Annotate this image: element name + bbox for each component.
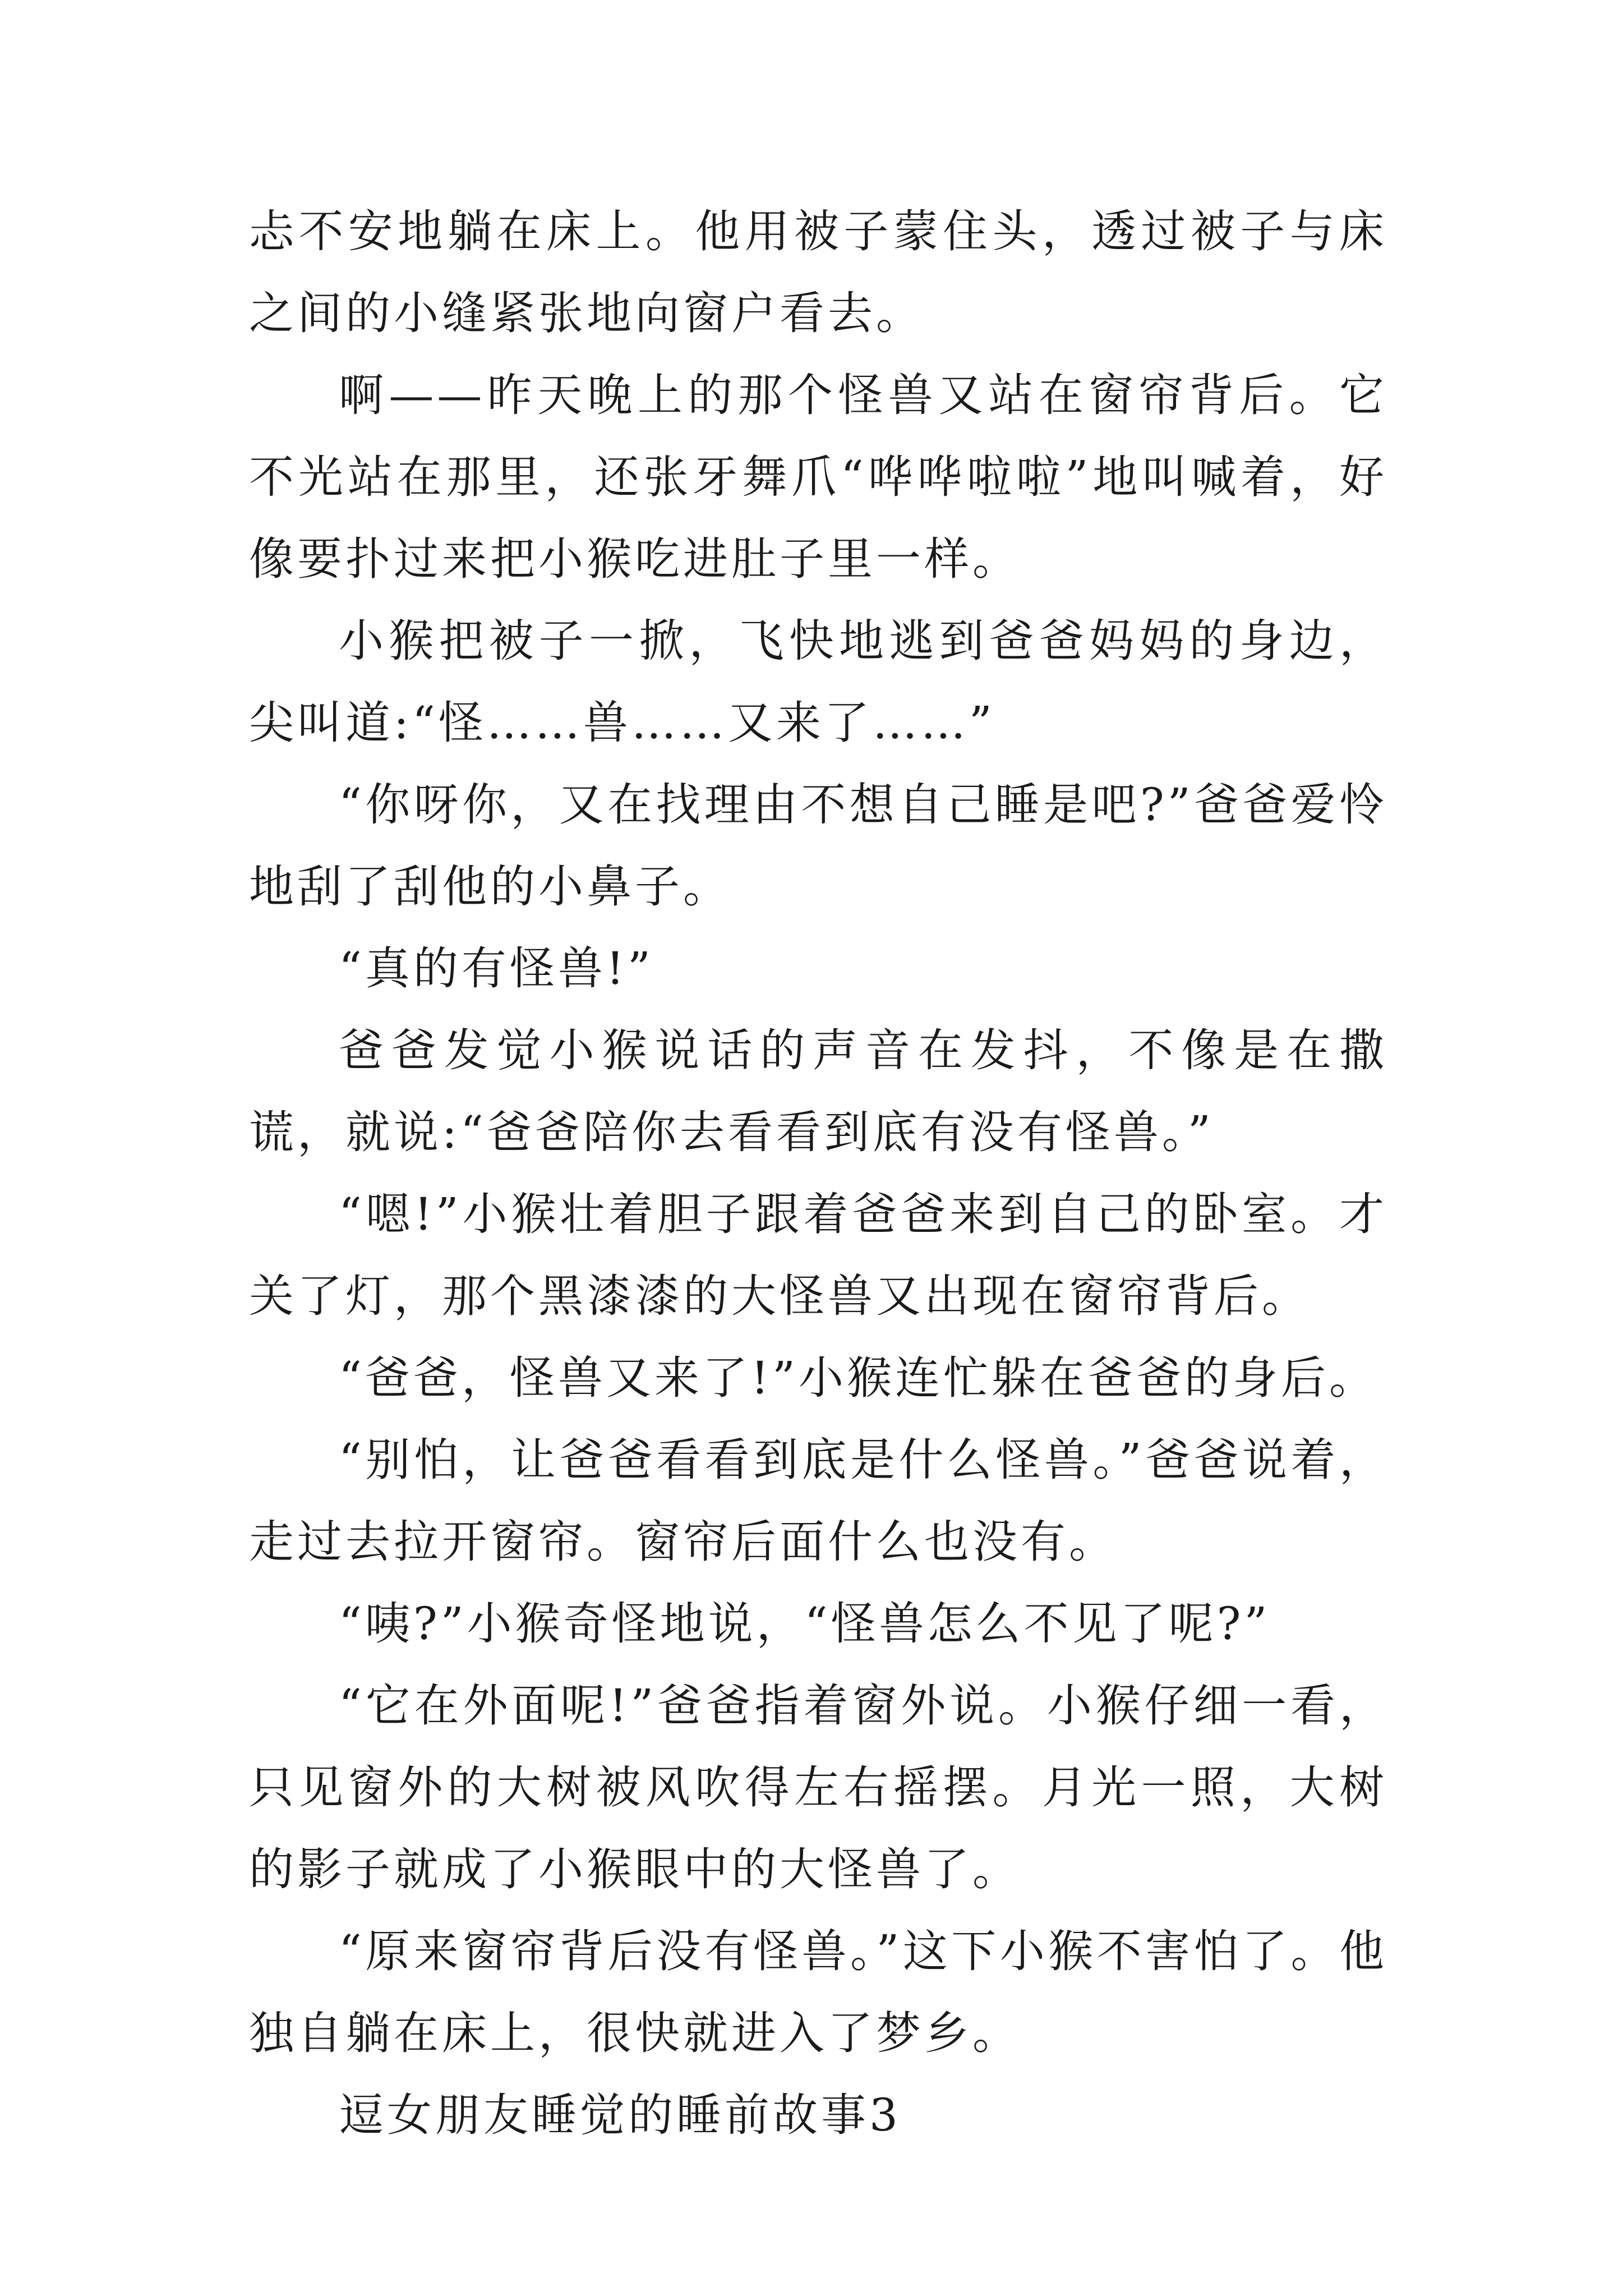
section-heading: 逗女朋友睡觉的睡前故事3 [339,2089,901,2141]
paragraph: “原来窗帘背后没有怪兽。”这下小猴不害怕了。他独自躺在床上，很快就进入了梦乡。 [249,1925,1387,2059]
paragraph: “别怕，让爸爸看看到底是什么怪兽。”爸爸说着，走过去拉开窗帘。窗帘后面什么也没有。 [249,1434,1387,1568]
paragraph: 忐不安地躺在床上。他用被子蒙住头，透过被子与床之间的小缝紧张地向窗户看去。 [249,205,1387,339]
paragraph: 啊——昨天晚上的那个怪兽又站在窗帘背后。它不光站在那里，还张牙舞爪“哗哗啦啦”地叫喊着，好像要扑过来把小猴吃进肚子里一样。 [249,369,1387,585]
paragraph: 小猴把被子一掀，飞快地逃到爸爸妈妈的身边，尖叫道:“怪……兽……又来了……” [249,615,1387,749]
paragraph: “咦?”小猴奇怪地说，“怪兽怎么不见了呢?” [339,1598,1271,1650]
paragraph: “嗯!”小猴壮着胆子跟着爸爸来到自己的卧室。才关了灯，那个黑漆漆的大怪兽又出现在窗帘背后。 [249,1188,1387,1322]
paragraph: 爸爸发觉小猴说话的声音在发抖，不像是在撒谎，就说:“爸爸陪你去看看到底有没有怪兽。” [249,1024,1387,1158]
paragraph: “你呀你，又在找理由不想自己睡是吧?”爸爸爱怜地刮了刮他的小鼻子。 [249,779,1387,913]
paragraph: “它在外面呢!”爸爸指着窗外说。小猴仔细一看，只见窗外的大树被风吹得左右摇摆。月光一照，大树的影子就成了小猴眼中的大怪兽了。 [249,1680,1387,1895]
story-text [249,191,1387,2156]
paragraph: “爸爸，怪兽又来了!”小猴连忙躲在爸爸的身后。 [339,1352,1377,1404]
paragraph: “真的有怪兽!” [339,942,654,995]
